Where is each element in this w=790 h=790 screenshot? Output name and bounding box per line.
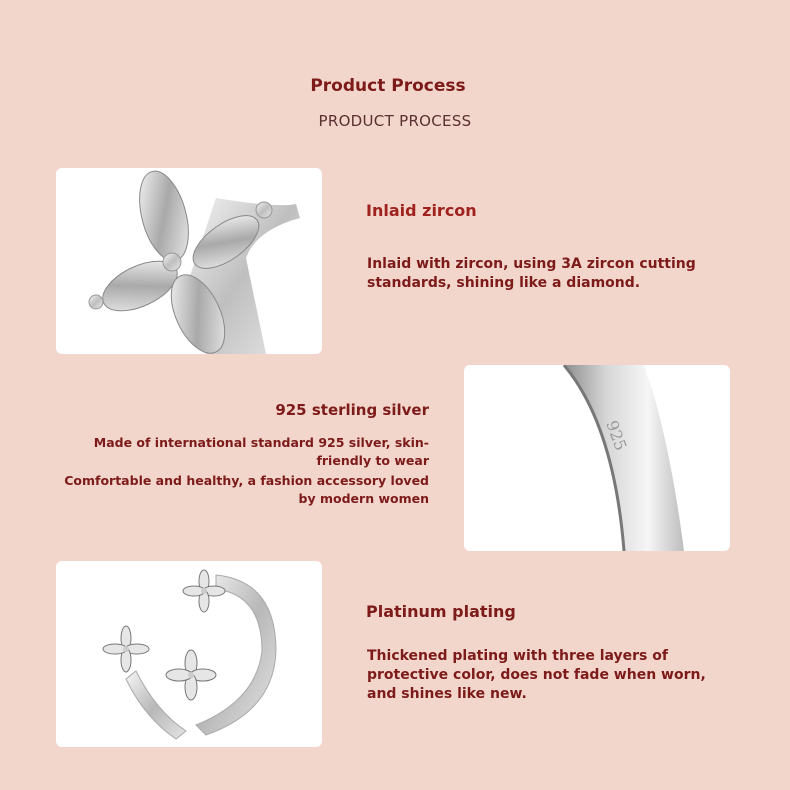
page-title: Product Process	[310, 76, 466, 96]
section-plating-text-line-3: and shines like new.	[367, 686, 527, 702]
section-plating-heading: Platinum plating	[366, 602, 516, 621]
open-ring-image	[56, 561, 322, 747]
zircon-flower-illustration	[56, 168, 322, 354]
section-plating-text-line-1: Thickened plating with three layers of	[367, 648, 668, 664]
silver-band-image	[464, 365, 730, 551]
section-zircon-text-line-1: Inlaid with zircon, using 3A zircon cutting	[367, 256, 696, 272]
section-silver-text-line-4: by modern women	[298, 491, 429, 506]
section-zircon-text-line-2: standards, shining like a diamond.	[367, 275, 641, 291]
flower-charm-left	[103, 626, 149, 672]
engraving-925-text: 925	[602, 417, 631, 454]
page-subtitle: PRODUCT PROCESS	[318, 112, 472, 130]
section-zircon-heading: Inlaid zircon	[366, 201, 477, 220]
section-silver-text-line-1: Made of international standard 925 silver, skin-	[93, 435, 429, 450]
flower-charm-bottom	[166, 650, 216, 700]
section-silver-text-line-3: Comfortable and healthy, a fashion accessory loved	[64, 473, 429, 488]
section-plating-text-line-2: protective color, does not fade when worn,	[367, 667, 706, 683]
zircon-closeup-image	[56, 168, 322, 354]
open-ring-illustration	[56, 561, 322, 747]
silver-band-illustration	[464, 365, 730, 551]
section-silver-text-line-2: friendly to wear	[316, 453, 429, 468]
section-silver-heading: 925 sterling silver	[275, 401, 429, 419]
